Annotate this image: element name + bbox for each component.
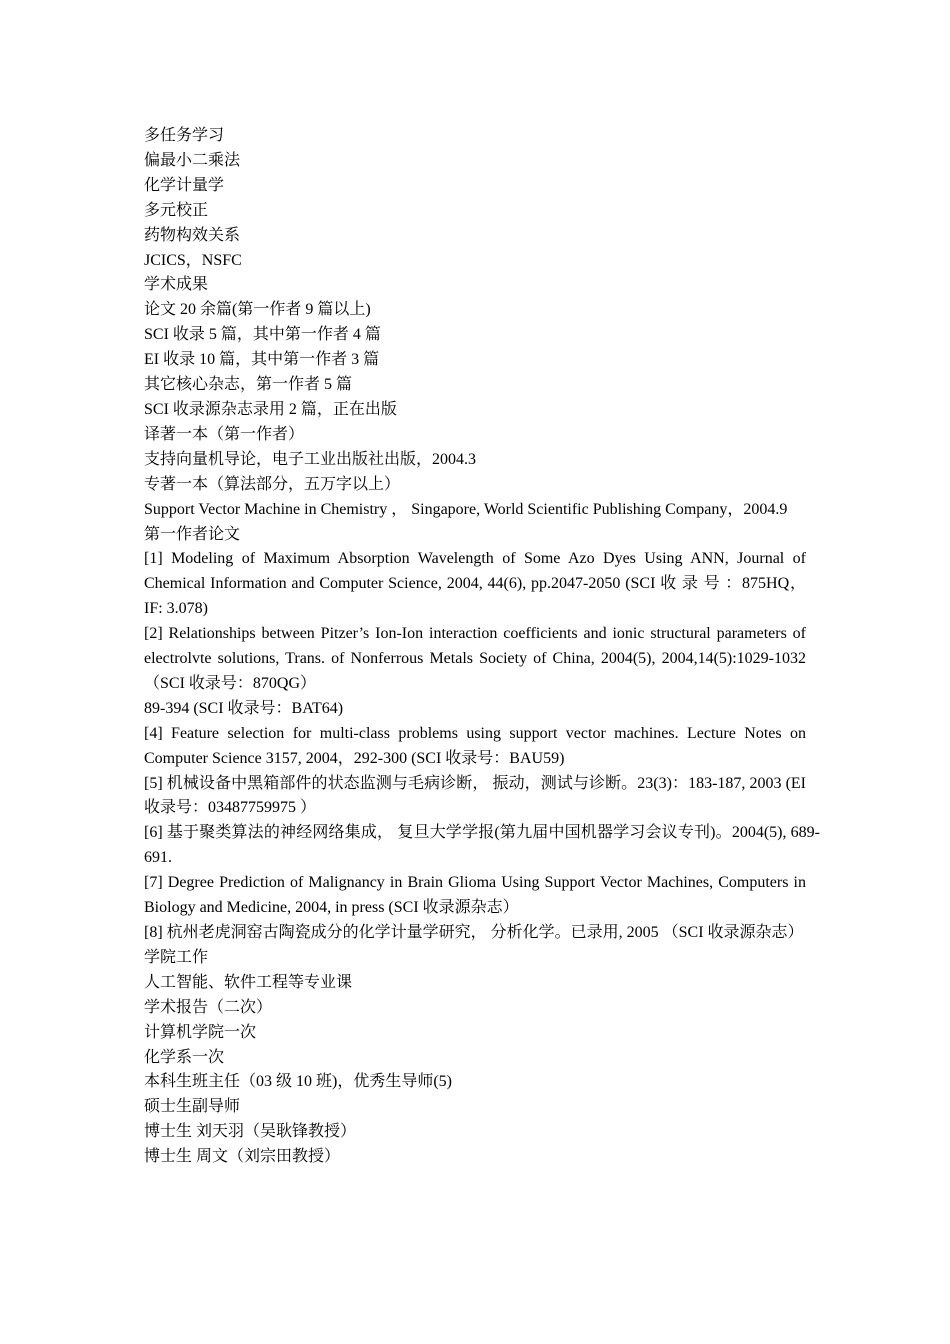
talk-cs-school: 计算机学院一次 (144, 1023, 257, 1041)
keyword-qsar: 药物构效关系 (144, 226, 241, 244)
achievement-ei: EI 收录 10 篇，其中第一作者 3 篇 (144, 351, 380, 369)
section-heading-first-author-papers: 第一作者论文 (144, 525, 241, 543)
keyword-partial-least-squares: 偏最小二乘法 (144, 151, 241, 169)
phd-student-liu-tianyu: 博士生 刘天羽（吴耿锋教授） (144, 1123, 357, 1141)
paper-entry-3-fragment: 89-394 (SCI 收录号：BAT64) (144, 699, 344, 717)
paper-entry-4: [4] Feature selection for multi-class problems using support vector machines. Lecture Notes on Computer Science 3157, 2004，292-300 (SCI 收录号：BAU59) (144, 724, 806, 767)
paper-entry-8: [8] 杭州老虎洞窑古陶瓷成分的化学计量学研究， 分析化学。已录用, 2005 （SCI 收录源杂志） (144, 924, 804, 941)
paper-entry-5: [5] 机械设备中黑箱部件的状态监测与毛病诊断， 振动，测试与诊断。23(3)：183-187, 2003 (EI 收录号：03487759975 ） (144, 774, 806, 817)
keyword-multitask-learning: 多任务学习 (144, 127, 225, 144)
paper-entry-1: [1] Modeling of Maximum Absorption Wavelength of Some Azo Dyes Using ANN, Journal of Chemical Information and Computer Science, 2004, 44(6), pp.2047-2050 (SCI 收 录 号 ：875HQ，IF: 3.078) (144, 550, 806, 618)
achievement-papers-total: 论文 20 余篇(第一作者 9 篇以上) (144, 301, 371, 319)
keyword-multivariate-calibration: 多元校正 (144, 201, 209, 219)
achievement-translation: 译著一本（第一作者） (144, 425, 305, 443)
college-work-class-advisor: 本科生班主任（03 级 10 班)，优秀生导师(5) (144, 1073, 452, 1091)
talk-chemistry-dept: 化学系一次 (144, 1048, 225, 1066)
achievement-sci: SCI 收录 5 篇，其中第一作者 4 篇 (144, 326, 381, 344)
paper-entry-2: [2] Relationships between Pitzer’s Ion-Ion interaction coefficients and ionic structural parameters of electrolvte solutions, Trans. of Nonferrous Metals Society of China, 2004(5), 2004,14(5):1029-1032 （SCI 收录号：870QG） (144, 625, 806, 692)
document-page (144, 124, 820, 1170)
monograph-book: Support Vector Machine in Chemistry ， Singapore, World Scientific Publishing Company，2004.9 (144, 500, 788, 518)
college-work-masters-co-supervisor: 硕士生副导师 (144, 1098, 241, 1116)
phd-student-zhou-wen: 博士生 周文（刘宗田教授） (144, 1148, 341, 1166)
achievement-monograph: 专著一本（算法部分，五万字以上） (144, 475, 401, 493)
section-heading-college-work: 学院工作 (144, 948, 209, 966)
college-work-talks: 学术报告（二次） (144, 998, 273, 1016)
achievement-sci-accepted: SCI 收录源杂志录用 2 篇，正在出版 (144, 400, 397, 418)
achievement-core-journals: 其它核心杂志，第一作者 5 篇 (144, 376, 353, 394)
keyword-funding: JCICS，NSFC (144, 251, 242, 269)
paper-entry-7: [7] Degree Prediction of Malignancy in Brain Glioma Using Support Vector Machines, Computers in Biology and Medicine, 2004, in press (SCI 收录源杂志） (144, 874, 806, 917)
section-heading-achievements: 学术成果 (144, 276, 209, 294)
keyword-chemometrics: 化学计量学 (144, 176, 225, 194)
paper-entry-6: [6] 基于聚类算法的神经网络集成， 复旦大学学报(第九届中国机器学习会议专刊)。2004(5), 689-691. (144, 824, 820, 867)
college-work-courses: 人工智能、软件工程等专业课 (144, 973, 353, 991)
translation-book: 支持向量机导论，电子工业出版社出版，2004.3 (144, 450, 477, 468)
